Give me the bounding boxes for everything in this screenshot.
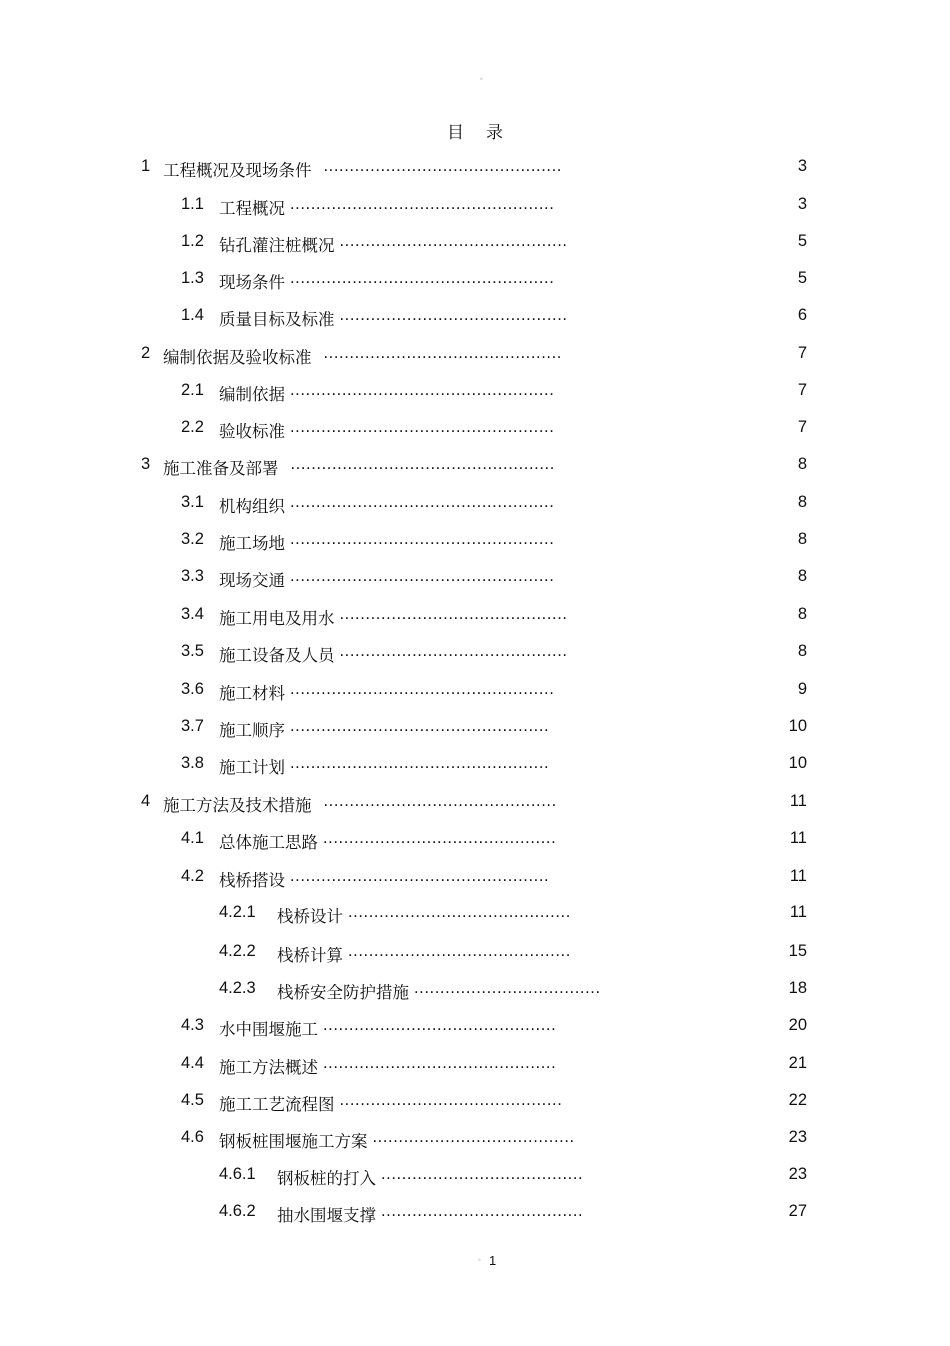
toc-entry-page: 8 bbox=[797, 567, 807, 585]
toc-entry-number: 4 bbox=[141, 792, 151, 810]
toc-entry-page: 22 bbox=[788, 1091, 807, 1109]
toc-entry-page: 5 bbox=[797, 232, 807, 250]
toc-entry[interactable] bbox=[0, 232, 950, 256]
toc-entry-leader: ....................................... bbox=[372, 1128, 575, 1146]
toc-entry-leader: ................................................... bbox=[290, 418, 555, 436]
toc-entry-page: 23 bbox=[788, 1165, 807, 1183]
toc-entry-leader: ............................................. bbox=[323, 829, 557, 847]
toc-entry-leader: .................................... bbox=[414, 979, 601, 997]
toc-entry[interactable] bbox=[0, 1054, 950, 1078]
toc-entry-number: 2.1 bbox=[181, 381, 204, 399]
toc-entry-title: 栈桥计算 bbox=[277, 947, 343, 965]
toc-entry-page: 27 bbox=[788, 1202, 807, 1220]
toc-entry-number: 3.6 bbox=[181, 680, 204, 698]
toc-entry[interactable] bbox=[0, 1016, 950, 1040]
toc-entry-title: 栈桥安全防护措施 bbox=[277, 984, 409, 1002]
toc-entry[interactable] bbox=[0, 979, 950, 1003]
toc-entry[interactable] bbox=[0, 493, 950, 517]
toc-entry-number: 3.4 bbox=[181, 605, 204, 623]
toc-entry-page: 23 bbox=[788, 1128, 807, 1146]
toc-entry-number: 3.8 bbox=[181, 754, 204, 772]
toc-title: 目录 bbox=[447, 123, 525, 142]
toc-entry[interactable] bbox=[0, 381, 950, 405]
toc-entry-leader: ............................................. bbox=[323, 792, 557, 810]
toc-entry[interactable] bbox=[0, 344, 950, 368]
toc-entry-title: 栈桥搭设 bbox=[219, 872, 285, 890]
toc-entry[interactable] bbox=[0, 717, 950, 741]
toc-entry-number: 4.3 bbox=[181, 1016, 204, 1034]
toc-entry-title: 施工顺序 bbox=[219, 722, 285, 740]
toc-entry-title: 机构组织 bbox=[219, 498, 285, 516]
toc-entry-title: 施工方法概述 bbox=[219, 1059, 318, 1077]
toc-entry-page: 10 bbox=[788, 717, 807, 735]
toc-entry-number: 4.1 bbox=[181, 829, 204, 847]
toc-entry-number: 2.2 bbox=[181, 418, 204, 436]
toc-entry[interactable] bbox=[0, 642, 950, 666]
header-mark: 。 bbox=[480, 74, 487, 81]
toc-entry-number: 4.6.1 bbox=[219, 1165, 256, 1183]
toc-entry-title: 编制依据 bbox=[219, 386, 285, 404]
toc-entry-leader: ................................................... bbox=[290, 680, 555, 698]
toc-entry-number: 4.2 bbox=[181, 867, 204, 885]
toc-entry-title: 编制依据及验收标准 bbox=[163, 349, 312, 367]
toc-entry-leader: ............................................ bbox=[339, 232, 568, 250]
toc-entry-title: 钢板桩围堰施工方案 bbox=[219, 1133, 368, 1151]
toc-entry-leader: ............................................. bbox=[323, 1016, 557, 1034]
toc-entry-leader: ................................................... bbox=[290, 455, 555, 473]
toc-entry-page: 11 bbox=[789, 792, 807, 810]
toc-entry-number: 4.2.3 bbox=[219, 979, 256, 997]
toc-entry[interactable] bbox=[0, 867, 950, 891]
toc-entry-leader: .................................................. bbox=[290, 754, 550, 772]
footer-mark: 。 bbox=[478, 1255, 485, 1262]
toc-entry-number: 4.4 bbox=[181, 1054, 204, 1072]
toc-entry-page: 8 bbox=[797, 455, 807, 473]
toc-entry-title: 钻孔灌注桩概况 bbox=[219, 237, 335, 255]
toc-entry-leader: ............................................ bbox=[339, 605, 568, 623]
toc-entry-number: 4.6 bbox=[181, 1128, 204, 1146]
toc-entry-number: 3 bbox=[141, 455, 151, 473]
toc-entry-number: 1.1 bbox=[181, 195, 204, 213]
toc-entry[interactable] bbox=[0, 754, 950, 778]
toc-entry-leader: ........................................... bbox=[348, 942, 571, 960]
toc-entry-leader: ....................................... bbox=[381, 1202, 584, 1220]
toc-entry[interactable] bbox=[0, 1202, 950, 1226]
toc-entry-leader: ................................................... bbox=[290, 493, 555, 511]
toc-entry-leader: ................................................... bbox=[290, 567, 555, 585]
toc-entry-title: 验收标准 bbox=[219, 423, 285, 441]
toc-entry[interactable] bbox=[0, 605, 950, 629]
toc-entry[interactable] bbox=[0, 195, 950, 219]
toc-entry-title: 工程概况及现场条件 bbox=[163, 162, 312, 180]
toc-entry-leader: ................................................... bbox=[290, 381, 555, 399]
toc-entry-title: 施工场地 bbox=[219, 535, 285, 553]
toc-entry-number: 3.1 bbox=[181, 493, 204, 511]
toc-entry[interactable] bbox=[0, 157, 950, 181]
toc-entry-leader: .............................................. bbox=[323, 157, 562, 175]
toc-entry[interactable] bbox=[0, 1165, 950, 1189]
toc-entry-page: 3 bbox=[797, 157, 807, 175]
toc-entry-page: 3 bbox=[797, 195, 807, 213]
toc-entry-page: 18 bbox=[788, 979, 807, 997]
toc-entry-title: 工程概况 bbox=[219, 200, 285, 218]
toc-entry-page: 11 bbox=[789, 867, 807, 885]
toc-entry-title: 现场交通 bbox=[219, 572, 285, 590]
toc-entry-title: 现场条件 bbox=[219, 274, 285, 292]
toc-entry-page: 6 bbox=[797, 306, 807, 324]
toc-entry-number: 1.3 bbox=[181, 269, 204, 287]
toc-entry[interactable] bbox=[0, 1091, 950, 1115]
toc-entry-leader: .............................................. bbox=[323, 344, 562, 362]
toc-entry-number: 3.3 bbox=[181, 567, 204, 585]
toc-entry-title: 抽水围堰支撑 bbox=[277, 1207, 376, 1225]
toc-entry-number: 4.2.1 bbox=[219, 903, 256, 921]
toc-entry-leader: .................................................. bbox=[290, 867, 550, 885]
toc-entry-page: 7 bbox=[797, 381, 807, 399]
toc-entry-leader: ................................................... bbox=[290, 530, 555, 548]
toc-entry-leader: .................................................. bbox=[290, 717, 550, 735]
toc-entry[interactable] bbox=[0, 829, 950, 853]
toc-entry-number: 4.2.2 bbox=[219, 942, 256, 960]
page-footer bbox=[478, 1253, 496, 1268]
toc-entry-number: 1 bbox=[141, 157, 151, 175]
toc-entry[interactable] bbox=[0, 680, 950, 704]
toc-entry-title: 施工用电及用水 bbox=[219, 610, 335, 628]
page-number: 1 bbox=[489, 1253, 497, 1268]
toc-entry[interactable] bbox=[0, 1128, 950, 1152]
toc-entry-page: 21 bbox=[788, 1054, 807, 1072]
toc-entry-title: 施工准备及部署 bbox=[163, 460, 279, 478]
toc-entry-number: 3.2 bbox=[181, 530, 204, 548]
toc-entry-title: 总体施工思路 bbox=[219, 834, 318, 852]
toc-entry[interactable] bbox=[0, 567, 950, 591]
toc-entry-number: 4.6.2 bbox=[219, 1202, 256, 1220]
toc-entry-leader: ................................................... bbox=[290, 269, 555, 287]
toc-entry[interactable] bbox=[0, 942, 950, 966]
toc-entry-page: 7 bbox=[797, 418, 807, 436]
toc-entry-title: 施工方法及技术措施 bbox=[163, 797, 312, 815]
toc-entry-title: 施工计划 bbox=[219, 759, 285, 777]
toc-entry-leader: ........................................... bbox=[348, 903, 571, 921]
toc-entry[interactable] bbox=[0, 792, 950, 816]
toc-entry[interactable] bbox=[0, 306, 950, 330]
toc-entry-page: 11 bbox=[789, 829, 807, 847]
toc-entry-leader: ........................................... bbox=[339, 1091, 563, 1109]
toc-entry-leader: ............................................ bbox=[339, 306, 568, 324]
toc-entry-page: 10 bbox=[788, 754, 807, 772]
toc-entry-title: 施工设备及人员 bbox=[219, 647, 335, 665]
toc-entry-leader: ................................................... bbox=[290, 195, 555, 213]
toc-entry-page: 8 bbox=[797, 642, 807, 660]
toc-entry-title: 栈桥设计 bbox=[277, 908, 343, 926]
toc-entry-page: 8 bbox=[797, 530, 807, 548]
toc-entry-page: 8 bbox=[797, 493, 807, 511]
toc-entry-title: 钢板桩的打入 bbox=[277, 1170, 376, 1188]
toc-entry-number: 1.2 bbox=[181, 232, 204, 250]
toc-entry-page: 11 bbox=[789, 903, 807, 921]
toc-entry-title: 质量目标及标准 bbox=[219, 311, 335, 329]
toc-entry[interactable] bbox=[0, 903, 950, 927]
toc-entry-title: 施工材料 bbox=[219, 685, 285, 703]
toc-entry-number: 1.4 bbox=[181, 306, 204, 324]
toc-entry-page: 20 bbox=[788, 1016, 807, 1034]
toc-entry-leader: ............................................. bbox=[323, 1054, 557, 1072]
toc-entry-page: 5 bbox=[797, 269, 807, 287]
toc-entry[interactable] bbox=[0, 418, 950, 442]
toc-entry-page: 8 bbox=[797, 605, 807, 623]
toc-entry-number: 3.7 bbox=[181, 717, 204, 735]
toc-entry-title: 水中围堰施工 bbox=[219, 1021, 318, 1039]
toc-entry-title: 施工工艺流程图 bbox=[219, 1096, 335, 1114]
toc-entry-number: 2 bbox=[141, 344, 151, 362]
toc-entry-page: 9 bbox=[797, 680, 807, 698]
toc-entry-page: 7 bbox=[797, 344, 807, 362]
toc-entry[interactable] bbox=[0, 269, 950, 293]
toc-entry-number: 3.5 bbox=[181, 642, 204, 660]
toc-entry-number: 4.5 bbox=[181, 1091, 204, 1109]
toc-entry-leader: ............................................ bbox=[339, 642, 568, 660]
toc-entry[interactable] bbox=[0, 530, 950, 554]
toc-entry-leader: ....................................... bbox=[381, 1165, 584, 1183]
toc-entry[interactable] bbox=[0, 455, 950, 479]
toc-entry-page: 15 bbox=[788, 942, 807, 960]
